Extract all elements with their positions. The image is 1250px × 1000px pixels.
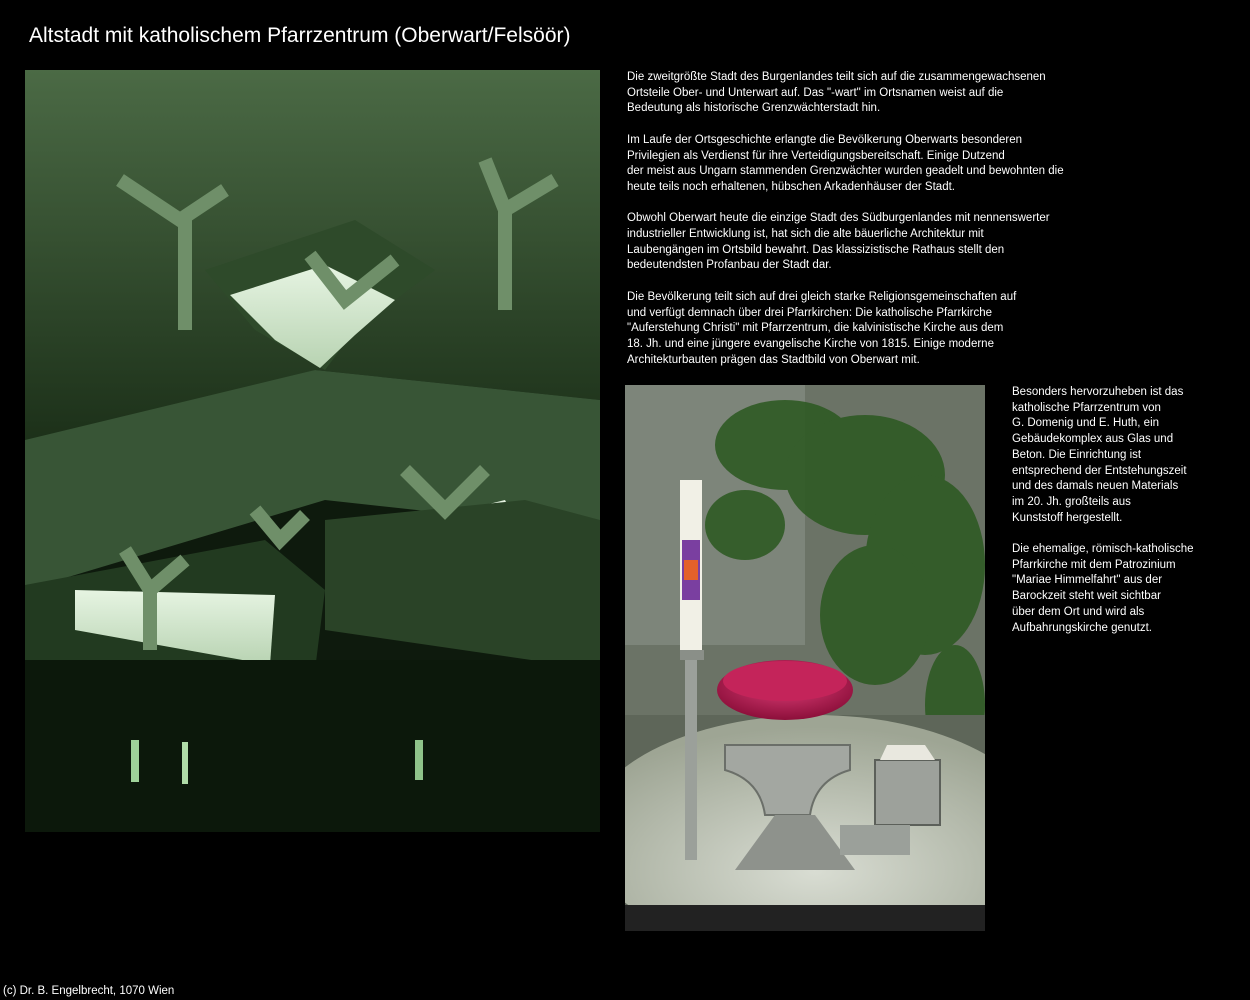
main-paragraph-4: Die Bevölkerung teilt sich auf drei gleich starke Religionsgemeinschaften auf und verfügt demnach über drei Pfarrkirchen: Die katholische Pfarrkirche "Auferstehung Christi" mit Pfarrzentrum, die kalvinistische Kirche aus dem 18. Jh. und eine jüngere evangelische Kirche von 1815. Einige moderne Architekturbauten prägen das Stadtbild von Oberwart mit. bbox=[627, 290, 1017, 366]
main-paragraph-2: Im Laufe der Ortsgeschichte erlangte die Bevölkerung Oberwarts besonderen Privilegien als Verdienst für ihre Verteidigungsbereitschaft. Einige Dutzend der meist aus Ungarn stammenden Grenzwächter wurden geadelt und bewohnten die heute teils noch erhaltenen, hübschen Arkadenhäuser der Stadt. bbox=[627, 133, 1064, 193]
page-title: Altstadt mit katholischem Pfarrzentrum (Oberwart/Felsöör) bbox=[29, 24, 571, 47]
main-text bbox=[627, 70, 1097, 384]
side-paragraph-1: Besonders hervorzuheben ist das katholische Pfarrzentrum von G. Domenig und E. Huth, ein Gebäudekomplex aus Glas und Beton. Die Einrichtung ist entsprechend der Entstehungszeit und des damals neuen Materials im 20. Jh. großteils aus Kunststoff hergestellt. bbox=[1012, 386, 1187, 524]
main-paragraph-1: Die zweitgrößte Stadt des Burgenlandes teilt sich auf die zusammengewachsenen Ortsteile Ober- und Unterwart auf. Das "-wart" im Ortsnamen weist auf die Bedeutung als historische Grenzwächterstadt hin. bbox=[627, 71, 1046, 115]
side-text bbox=[1012, 385, 1242, 652]
church-ceiling-photo bbox=[25, 70, 600, 832]
main-paragraph-3: Obwohl Oberwart heute die einzige Stadt des Südburgenlandes mit nennenswerter industrieller Entwicklung ist, hat sich die alte bäuerliche Architektur mit Laubengängen im Ortsbild bewahrt. Das klassizistische Rathaus stellt den bedeutendsten Profanbau der Stadt dar. bbox=[627, 212, 1050, 272]
side-paragraph-2: Die ehemalige, römisch-katholische Pfarrkirche mit dem Patrozinium "Mariae Himmelfahrt" aus der Barockzeit steht weit sichtbar über dem Ort und wird als Aufbahrungskirche genutzt. bbox=[1012, 543, 1194, 634]
copyright-notice: (c) Dr. B. Engelbrecht, 1070 Wien bbox=[3, 985, 175, 997]
baptismal-font-photo bbox=[625, 385, 985, 931]
